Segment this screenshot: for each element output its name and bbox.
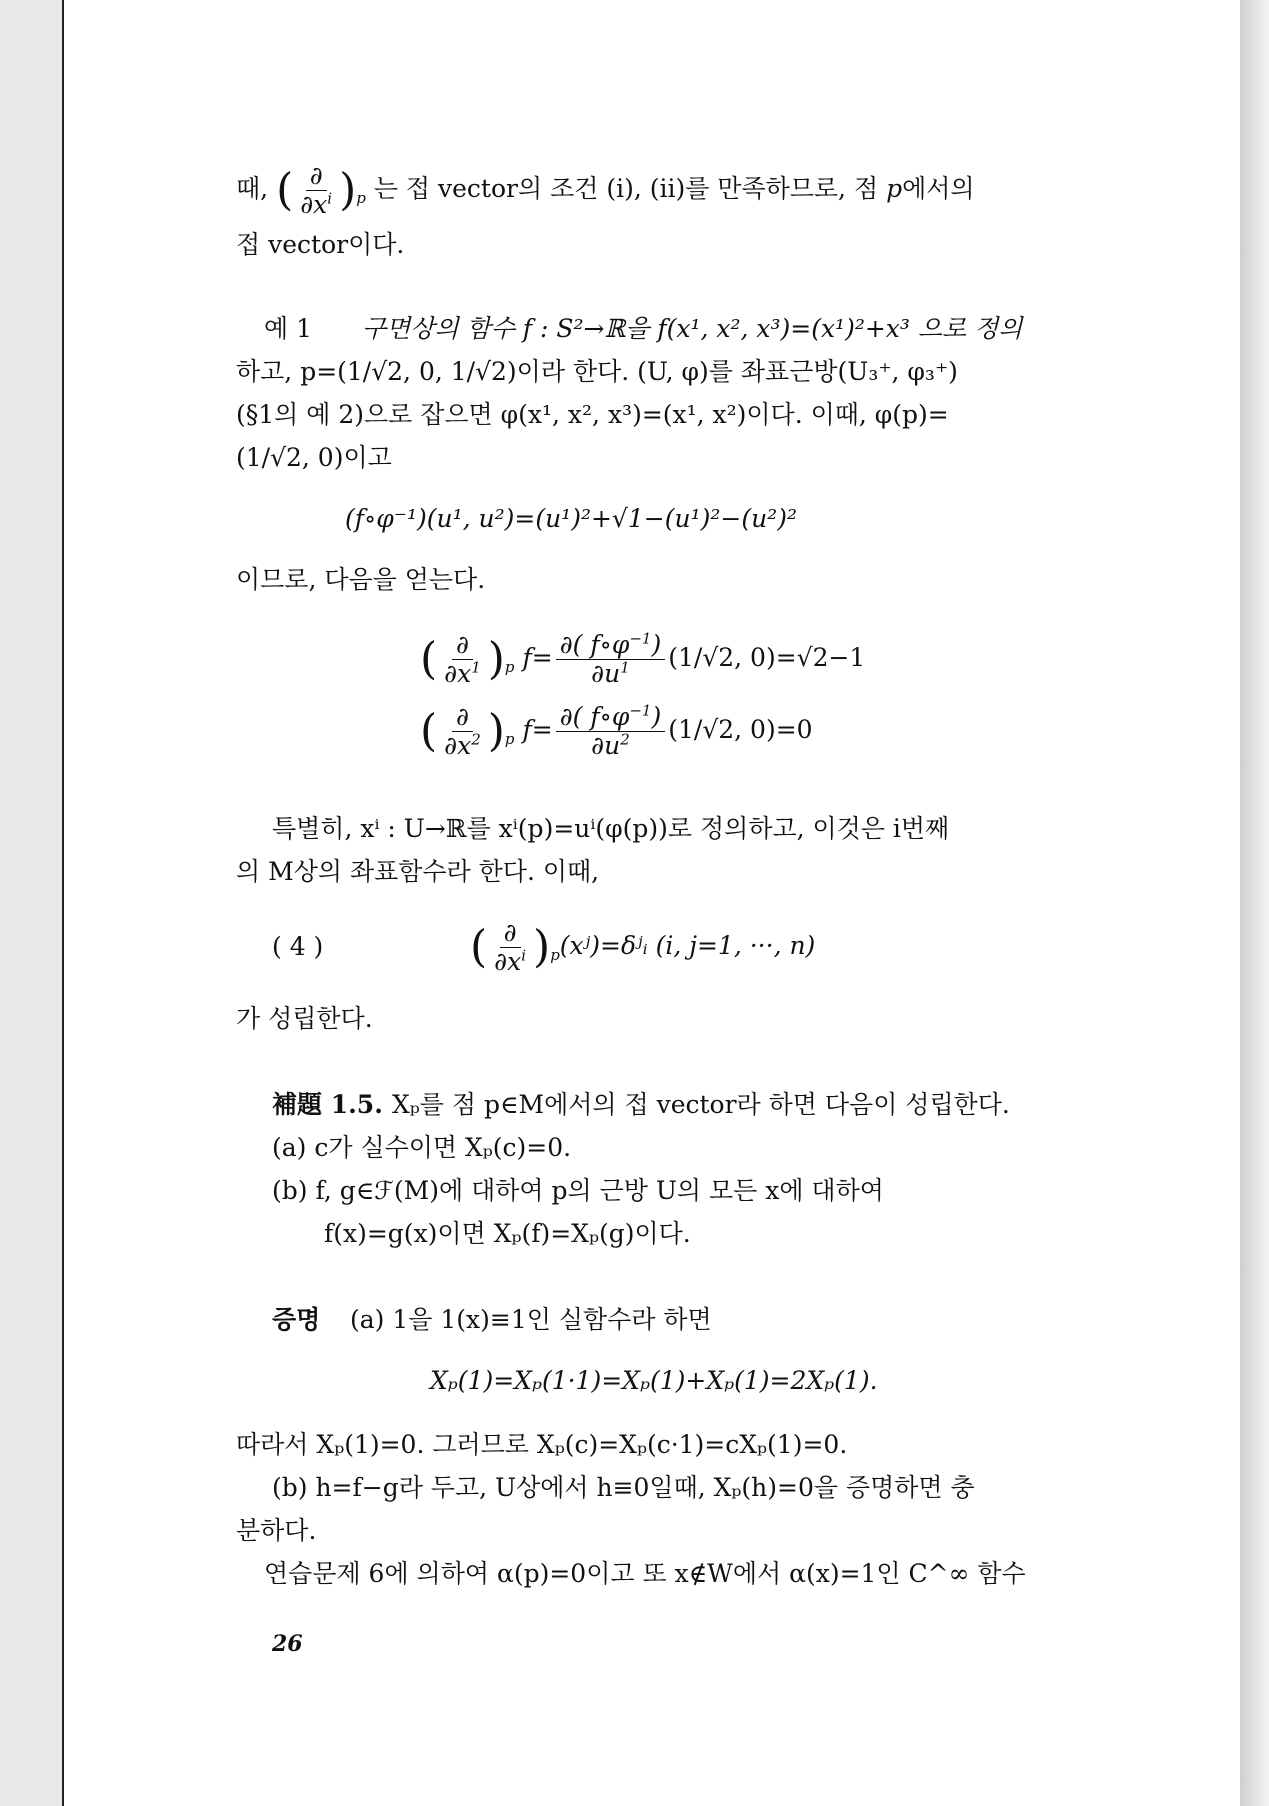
text-line1-end: 에서의 [902,174,975,203]
equation-4: ( $\frac{\partial}{\partial x^i}$ )$_p(xʲ)=\delta ʲᵢ$ (i, j=1, ···, n) [470,918,816,976]
example-line-4: (1/√2, 0)이고 [236,443,392,472]
text-line1-body: 는 접 vector의 조건 (i), (ii)를 만족하므로, 점 [373,174,879,203]
text-line1-p: p [886,174,903,203]
text-line-2: 접 vector이다. [236,230,405,259]
example-line-3: (§1의 예 2)으로 잡으면 φ(x¹, x², x³)=(x¹, x²)이다. 이때, φ(p)= [236,400,949,429]
lemma-line-1: Xₚ를 점 p∈M에서의 접 vector라 하면 다음이 성립한다. [392,1090,1010,1119]
equation-composite: (f∘φ⁻¹)(u¹, u²)=(u¹)²+√1−(u¹)²−(u²)² [345,504,797,533]
page-edge-shadow [1240,0,1269,1806]
lemma-b-line-1: (b) f, g∈ℱ(M)에 대하여 p의 근방 U의 모든 x에 대하여 [272,1176,884,1205]
lemma-b-line-2: f(x)=g(x)이면 Xₚ(f)=Xₚ(g)이다. [324,1219,691,1248]
equation-partial-2: ( $\frac{\partial}{\partial x^2}$ )$_p$ f= $\frac{\partial( f\circ\varphi^{-1})}{\partial u^2}$ (1/√2, 0)=0 [420,701,813,760]
partial-fraction: $\frac{\partial}{\partial x^i}$ [300,161,333,219]
example-line-2: 하고, p=(1/√2, 0, 1/√2)이라 한다. (U, φ)를 좌표근방(U₃⁺, φ₃⁺) [236,357,958,386]
proof-a: (a) 1을 1(x)≡1인 실함수라 하면 [350,1305,712,1334]
proof-b-line-2: 분하다. [236,1516,317,1545]
equation-4-rhs: (xʲ)=δʲᵢ (i, j=1, ···, n) [559,931,816,960]
proof-b-line-1: (b) h=f−g라 두고, U상에서 h≡0일때, Xₚ(h)=0을 증명하면 충 [272,1473,975,1502]
equation-partial-2-rhs: (1/√2, 0)=0 [668,715,813,744]
text-line-1: 때, ( $\frac{\partial}{\partial x^i}$ )$_p$ 는 접 vector의 조건 (i), (ii)를 만족하므로, 점 p에서의 [236,161,975,219]
text-when: 때, [236,174,269,203]
example-label: 예 1 [264,314,313,343]
example-line-1: 구면상의 함수 f : S²→ℝ을 f(x¹, x², x³)=(x¹)²+x³ 으로 정의 [362,314,1023,343]
equation-partial-1-rhs: (1/√2, 0)=√2−1 [668,643,866,672]
lemma-a: (a) c가 실수이면 Xₚ(c)=0. [272,1133,572,1162]
lemma-label: 補題 1.5. [272,1090,383,1119]
equation-partial-1: ( $\frac{\partial}{\partial x^1}$ )$_p$ f= $\frac{\partial( f\circ\varphi^{-1})}{\partial u^1}$ (1/√2, 0)=√2−1 [420,629,866,688]
proof-line-2: 따라서 Xₚ(1)=0. 그러므로 Xₚ(c)=Xₚ(c·1)=cXₚ(1)=0. [236,1430,848,1459]
special-line-1: 특별히, xⁱ : U→ℝ를 xⁱ(p)=uⁱ(φ(p))로 정의하고, 이것은 i번째 [272,814,950,843]
proof-equation: Xₚ(1)=Xₚ(1·1)=Xₚ(1)+Xₚ(1)=2Xₚ(1). [430,1366,878,1395]
special-line-2: 의 M상의 좌표함수라 한다. 이때, [236,857,600,886]
equation-4-label: ( 4 ) [272,932,324,961]
special-line-3: 가 성립한다. [236,1004,373,1033]
example-line-5: 이므로, 다음을 얻는다. [236,565,486,594]
proof-label: 증명 [272,1305,321,1334]
proof-line-5: 연습문제 6에 의하여 α(p)=0이고 또 x∉W에서 α(x)=1인 C^∞ 함수 [264,1559,1026,1588]
page-number: 26 [272,1631,303,1657]
